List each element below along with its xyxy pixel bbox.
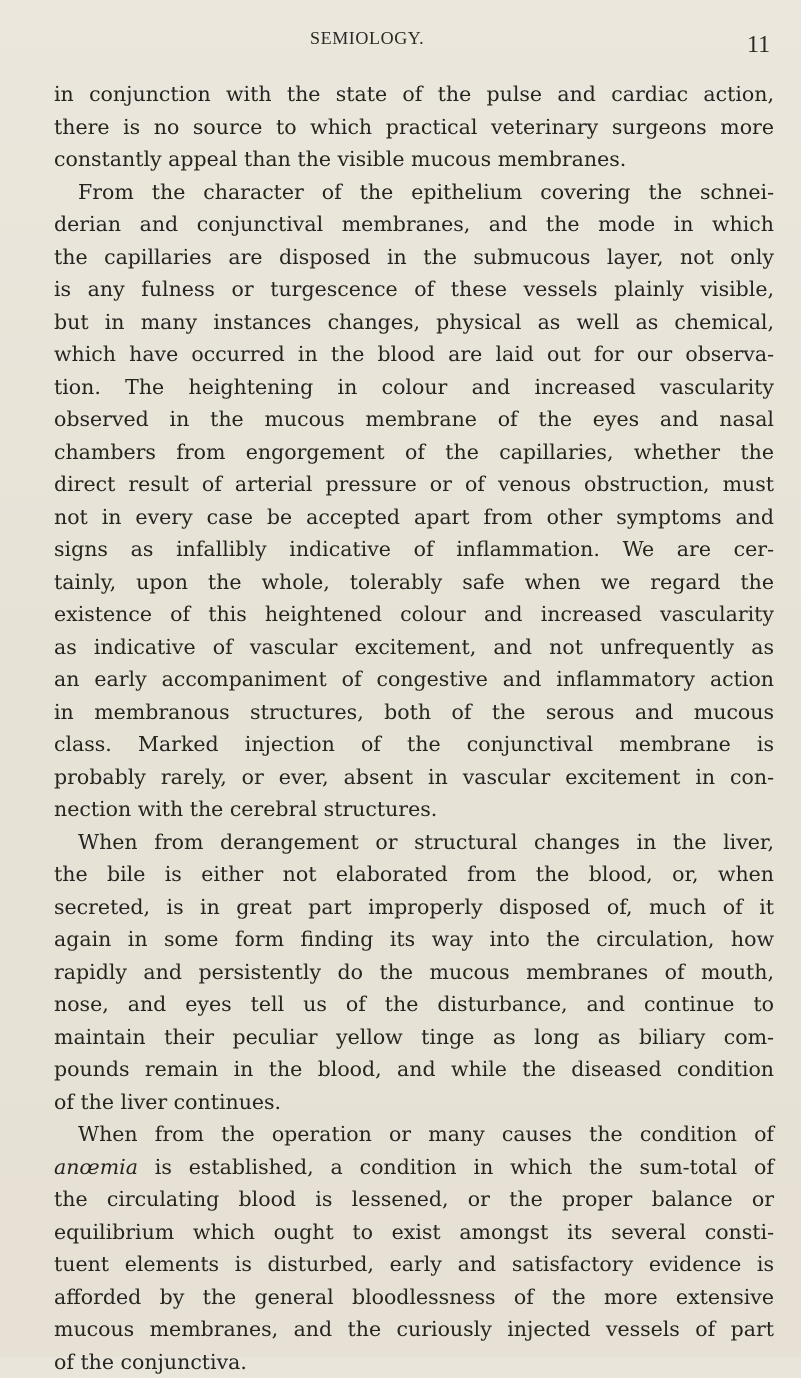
text-line: the circulating blood is lessened, or the proper balance or [54, 1183, 774, 1216]
text-line: anœmia is established, a condition in which the sum-total of [54, 1151, 774, 1184]
page-number: 11 [747, 32, 770, 59]
running-title: SEMIOLOGY. [310, 28, 424, 49]
text-line: afforded by the general bloodlessness of the more extensive [54, 1281, 774, 1314]
text-line: there is no source to which practical veterinary surgeons more [54, 111, 774, 144]
text-line: constantly appeal than the visible mucous membranes. [54, 143, 774, 176]
text-line: When from derangement or structural changes in the liver, [54, 826, 774, 859]
text-line: chambers from engorgement of the capillaries, whether the [54, 436, 774, 469]
text-line: in conjunction with the state of the pulse and cardiac action, [54, 78, 774, 111]
text-line: secreted, is in great part improperly disposed of, much of it [54, 891, 774, 924]
text-line: the capillaries are disposed in the submucous layer, not only [54, 241, 774, 274]
text-line: signs as infallibly indicative of inflammation. We are cer- [54, 533, 774, 566]
paragraph [54, 1118, 774, 1378]
text-line: tainly, upon the whole, tolerably safe when we regard the [54, 566, 774, 599]
text-line: again in some form finding its way into the circulation, how [54, 923, 774, 956]
text-line: but in many instances changes, physical as well as chemical, [54, 306, 774, 339]
text-line: equilibrium which ought to exist amongst its several consti- [54, 1216, 774, 1249]
body-text [54, 78, 774, 1378]
text-line: tuent elements is disturbed, early and satisfactory evidence is [54, 1248, 774, 1281]
text-line: in membranous structures, both of the serous and mucous [54, 696, 774, 729]
running-head [0, 22, 801, 52]
text-line: which have occurred in the blood are laid out for our observa- [54, 338, 774, 371]
text-line: derian and conjunctival membranes, and the mode in which [54, 208, 774, 241]
text-line: mucous membranes, and the curiously injected vessels of part [54, 1313, 774, 1346]
text-line: probably rarely, or ever, absent in vascular excitement in con- [54, 761, 774, 794]
text-line: is any fulness or turgescence of these vessels plainly visible, [54, 273, 774, 306]
text-line: the bile is either not elaborated from the blood, or, when [54, 858, 774, 891]
paragraph [54, 78, 774, 176]
text-line: as indicative of vascular excitement, and not unfrequently as [54, 631, 774, 664]
text-line: tion. The heightening in colour and increased vascularity [54, 371, 774, 404]
text-line: observed in the mucous membrane of the eyes and nasal [54, 403, 774, 436]
italic-term: anœmia [54, 1155, 138, 1179]
text-line: an early accompaniment of congestive and inflammatory action [54, 663, 774, 696]
text-line: direct result of arterial pressure or of venous obstruction, must [54, 468, 774, 501]
text-line: class. Marked injection of the conjunctival membrane is [54, 728, 774, 761]
text-line: nection with the cerebral structures. [54, 793, 774, 826]
text-line: of the liver continues. [54, 1086, 774, 1119]
text-line: existence of this heightened colour and increased vascularity [54, 598, 774, 631]
text-line: of the conjunctiva. [54, 1346, 774, 1378]
text-line: nose, and eyes tell us of the disturbance, and continue to [54, 988, 774, 1021]
text-line: maintain their peculiar yellow tinge as long as biliary com- [54, 1021, 774, 1054]
text-line: pounds remain in the blood, and while the diseased condition [54, 1053, 774, 1086]
text-line: rapidly and persistently do the mucous membranes of mouth, [54, 956, 774, 989]
paragraph [54, 826, 774, 1119]
text-line: not in every case be accepted apart from other symptoms and [54, 501, 774, 534]
text-line: When from the operation or many causes the condition of [54, 1118, 774, 1151]
paragraph [54, 176, 774, 826]
text-line: From the character of the epithelium covering the schnei- [54, 176, 774, 209]
